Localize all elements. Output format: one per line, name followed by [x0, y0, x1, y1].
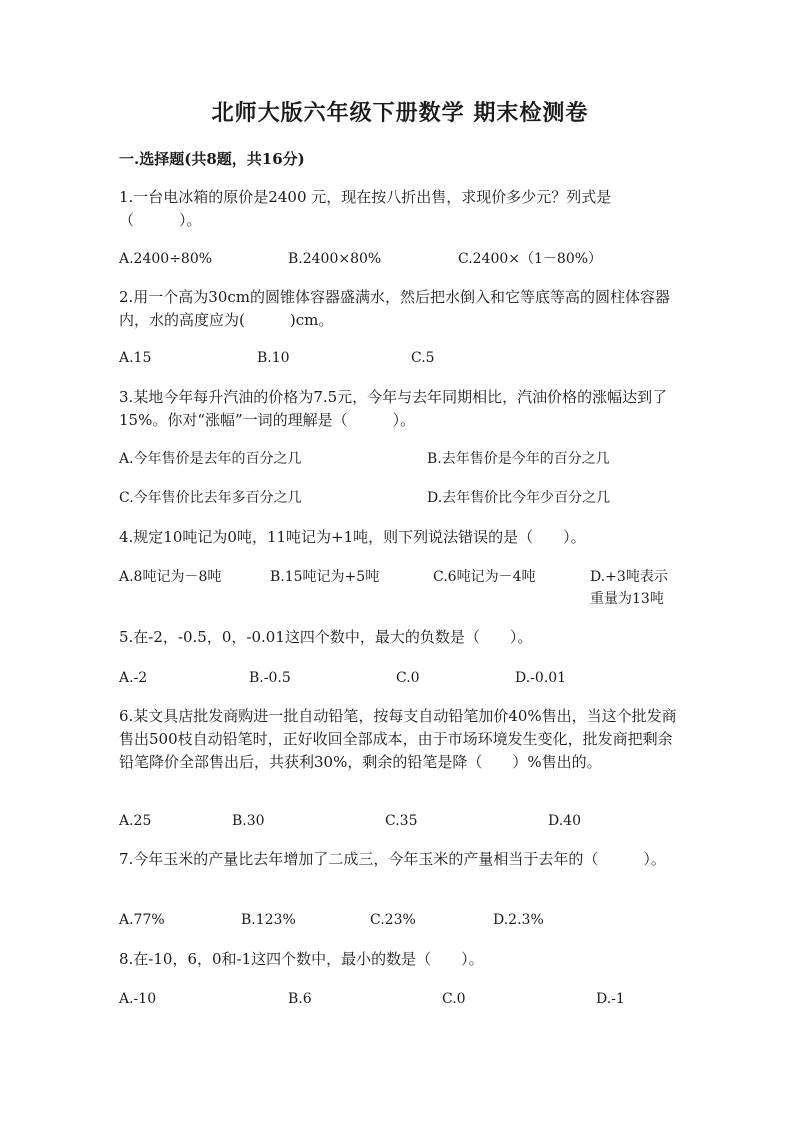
question-1: 1.一台电冰箱的原价是2400 元，现在按八折出售，求现价多少元？列式是（ ）。	[119, 188, 612, 229]
option-d[interactable]: D.+3吨表示重量为13吨	[590, 569, 668, 607]
option-a[interactable]: A.-2	[119, 670, 148, 686]
option-c[interactable]: C.2400×（1－80%）	[458, 251, 603, 267]
option-c[interactable]: C.今年售价比去年多百分之几	[119, 490, 302, 506]
option-a[interactable]: A.2400÷80%	[119, 251, 213, 267]
question-7: 7.今年玉米的产量比去年增加了二成三，今年玉米的产量相当于去年的（ ）。	[119, 850, 666, 868]
option-b[interactable]: B.123%	[241, 912, 296, 928]
option-a[interactable]: A.25	[119, 813, 152, 829]
option-d[interactable]: D.40	[548, 813, 581, 829]
question-3: 3.某地今年每升汽油的价格为7.5元，今年与去年同期相比，汽油价格的涨幅达到了15%。你对“涨幅”一词的理解是（ ）。	[119, 388, 668, 429]
option-a[interactable]: A.77%	[119, 912, 165, 928]
option-c[interactable]: C.0	[396, 670, 420, 686]
section-heading: 一.选择题(共8题，共16分)	[119, 150, 305, 168]
question-5: 5.在-2，-0.5，0，-0.01这四个数中，最大的负数是（ ）。	[119, 628, 533, 646]
options-4	[119, 566, 689, 610]
option-b[interactable]: B.6	[288, 991, 312, 1007]
option-a[interactable]: A.8吨记为－8吨	[119, 569, 222, 585]
question-6: 6.某文具店批发商购进一批自动铅笔，按每支自动铅笔加价40%售出，当这个批发商售出500枝自动铅笔时，正好收回全部成本，由于市场环境发生变化，批发商把剩余铅笔降价全部售出后，共获利30%，剩余的铅笔是降（ ）%售出的。	[119, 707, 677, 771]
option-d[interactable]: D.2.3%	[493, 912, 544, 928]
page-title: 北师大版六年级下册数学 期末检测卷	[211, 100, 589, 126]
option-b[interactable]: B.2400×80%	[288, 251, 382, 267]
option-c[interactable]: C.6吨记为－4吨	[433, 569, 536, 585]
option-a[interactable]: A.今年售价是去年的百分之几	[119, 451, 302, 467]
option-d[interactable]: D.-0.01	[515, 670, 567, 686]
option-d[interactable]: D.去年售价比今年少百分之几	[427, 490, 611, 506]
option-a[interactable]: A.15	[119, 350, 152, 366]
option-a[interactable]: A.-10	[119, 991, 157, 1007]
option-b[interactable]: B.-0.5	[249, 670, 291, 686]
option-c[interactable]: C.23%	[370, 912, 416, 928]
question-2: 2.用一个高为30cm的圆锥体容器盛满水，然后把水倒入和它等底等高的圆柱体容器内，水的高度应为( )cm。	[119, 288, 671, 329]
option-c[interactable]: C.0	[442, 991, 466, 1007]
question-4: 4.规定10吨记为0吨，11吨记为+1吨，则下列说法错误的是（ ）。	[119, 528, 586, 546]
option-b[interactable]: B.10	[257, 350, 290, 366]
option-b[interactable]: B.去年售价是今年的百分之几	[427, 451, 610, 467]
option-c[interactable]: C.5	[411, 350, 435, 366]
question-8: 8.在-10，6，0和-1这四个数中，最小的数是（ ）。	[119, 950, 484, 968]
option-b[interactable]: B.30	[232, 813, 265, 829]
option-b[interactable]: B.15吨记为+5吨	[270, 569, 380, 585]
option-d[interactable]: D.-1	[596, 991, 625, 1007]
option-c[interactable]: C.35	[385, 813, 418, 829]
